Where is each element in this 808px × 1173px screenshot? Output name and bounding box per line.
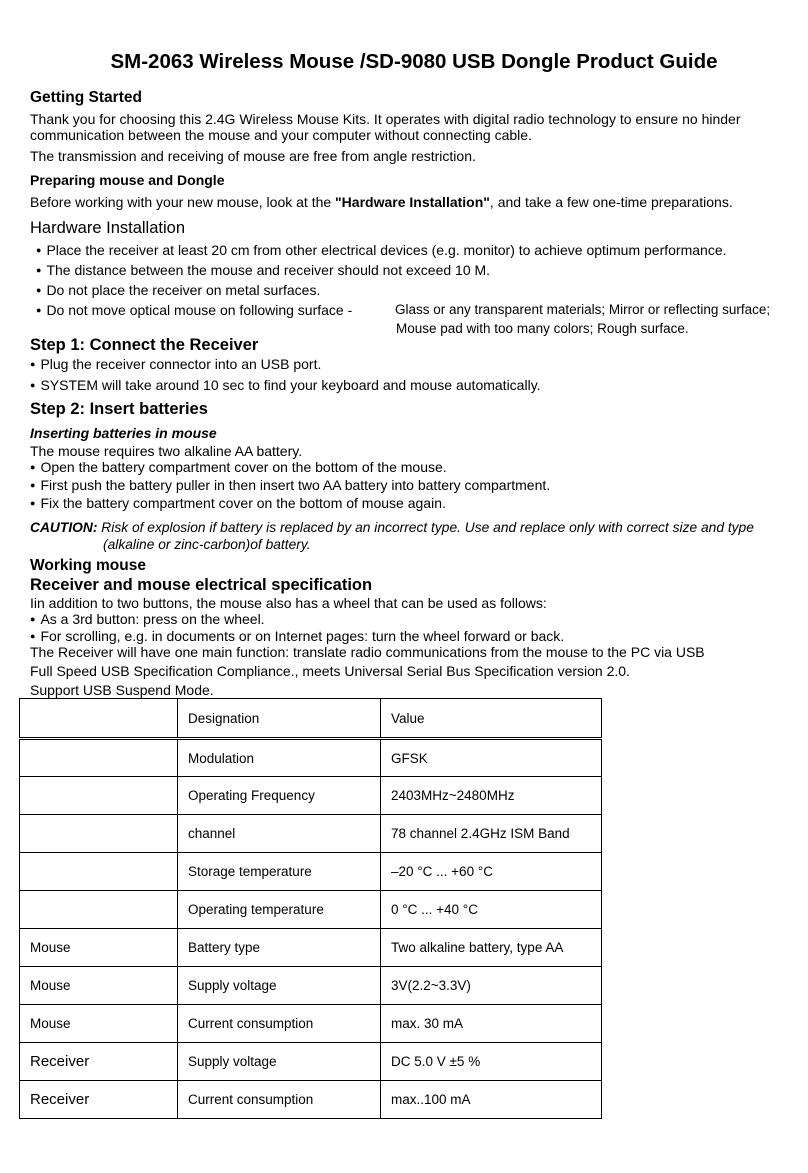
table-cell-designation: Modulation xyxy=(178,739,381,777)
preparing-text-bold: "Hardware Installation" xyxy=(335,194,490,210)
table-cell-designation: Storage temperature xyxy=(178,853,381,891)
step2-subheading: Inserting batteries in mouse xyxy=(30,425,217,441)
hardware-item: ● Place the receiver at least 20 cm from other electrical devices (e.g. monitor) to achieve optimum performance. xyxy=(36,242,727,258)
table-cell-designation: Battery type xyxy=(178,929,381,967)
table-header-cell: Designation xyxy=(178,699,381,739)
table-row xyxy=(20,853,602,891)
table-row xyxy=(20,777,602,815)
step2-item: ● Open the battery compartment cover on the bottom of the mouse. xyxy=(30,459,447,475)
working-line3: Support USB Suspend Mode. xyxy=(30,682,214,698)
table-cell-group: Mouse xyxy=(20,967,178,1005)
caution-line2: (alkaline or zinc-carbon)of battery. xyxy=(103,537,311,552)
table-cell-group: Receiver xyxy=(20,1043,178,1081)
table-cell-designation: channel xyxy=(178,815,381,853)
surface-list-line2: Mouse pad with too many colors; Rough surface. xyxy=(396,321,689,336)
getting-started-text-2: The transmission and receiving of mouse are free from angle restriction. xyxy=(30,148,476,164)
table-row xyxy=(20,929,602,967)
working-heading: Working mouse xyxy=(30,557,146,574)
table-cell-value: 0 °C ... +40 °C xyxy=(381,891,602,929)
table-header-cell: Value xyxy=(381,699,602,739)
preparing-text-before: Before working with your new mouse, look at the xyxy=(30,194,336,210)
table-row xyxy=(20,891,602,929)
step1-item: ● SYSTEM will take around 10 sec to find your keyboard and mouse automatically. xyxy=(30,377,541,393)
step2-heading: Step 2: Insert batteries xyxy=(30,400,208,418)
table-cell-group: Mouse xyxy=(20,1005,178,1043)
surface-list-line1: Glass or any transparent materials; Mirror or reflecting surface; xyxy=(395,302,771,317)
table-cell-value: DC 5.0 V ±5 % xyxy=(381,1043,602,1081)
working-line2: Full Speed USB Specification Compliance., meets Universal Serial Bus Specification version 2.0. xyxy=(30,663,630,679)
table-cell-group xyxy=(20,739,178,777)
table-cell-group xyxy=(20,891,178,929)
working-item: ● For scrolling, e.g. in documents or on Internet pages: turn the wheel forward or back. xyxy=(30,628,564,644)
table-cell-group: Receiver xyxy=(20,1081,178,1119)
table-cell-value: 2403MHz~2480MHz xyxy=(381,777,602,815)
hardware-item: ● The distance between the mouse and receiver should not exceed 10 M. xyxy=(36,262,490,278)
preparing-text-after: , and take a few one-time preparations. xyxy=(489,194,733,210)
caution-line1: Risk of explosion if battery is replaced by an incorrect type. Use and replace only with correct size and type xyxy=(101,520,754,535)
step1-heading: Step 1: Connect the Receiver xyxy=(30,336,259,354)
hardware-heading: Hardware Installation xyxy=(30,219,185,237)
table-header-cell xyxy=(20,699,178,739)
working-intro: Iin addition to two buttons, the mouse also has a wheel that can be used as follows: xyxy=(30,595,547,611)
spec-table xyxy=(19,698,602,1119)
table-row xyxy=(20,815,602,853)
table-cell-designation: Operating temperature xyxy=(178,891,381,929)
step2-item: ● First push the battery puller in then insert two AA battery into battery compartment. xyxy=(30,477,550,493)
table-cell-value: max. 30 mA xyxy=(381,1005,602,1043)
hardware-item: ● Do not move optical mouse on following surface - xyxy=(36,302,352,318)
hardware-item: ● Do not place the receiver on metal surfaces. xyxy=(36,282,320,298)
preparing-heading: Preparing mouse and Dongle xyxy=(30,172,225,188)
table-cell-value: max..100 mA xyxy=(381,1081,602,1119)
table-row xyxy=(20,739,602,777)
table-row xyxy=(20,967,602,1005)
step1-item: ● Plug the receiver connector into an USB port. xyxy=(30,356,321,372)
table-cell-designation: Supply voltage xyxy=(178,967,381,1005)
step2-intro: The mouse requires two alkaline AA battery. xyxy=(30,443,303,459)
table-header-row xyxy=(20,699,602,739)
working-item: ● As a 3rd button: press on the wheel. xyxy=(30,611,265,627)
table-cell-value: GFSK xyxy=(381,739,602,777)
step2-item: ● Fix the battery compartment cover on the bottom of mouse again. xyxy=(30,495,446,511)
table-cell-group xyxy=(20,815,178,853)
table-row xyxy=(20,1081,602,1119)
caution-label: CAUTION: xyxy=(30,520,98,535)
table-cell-value: 78 channel 2.4GHz ISM Band xyxy=(381,815,602,853)
table-cell-group xyxy=(20,853,178,891)
preparing-text xyxy=(30,194,733,210)
working-line1: The Receiver will have one main function: translate radio communications from the mouse to the PC via USB xyxy=(30,644,705,660)
table-cell-value: 3V(2.2~3.3V) xyxy=(381,967,602,1005)
caution-text xyxy=(30,520,754,535)
table-cell-designation: Supply voltage xyxy=(178,1043,381,1081)
page-title: SM-2063 Wireless Mouse /SD-9080 USB Dongle Product Guide xyxy=(110,50,718,73)
getting-started-text-line2: communication between the mouse and your computer without connecting cable. xyxy=(30,127,532,143)
table-cell-designation: Operating Frequency xyxy=(178,777,381,815)
table-cell-value: –20 °C ... +60 °C xyxy=(381,853,602,891)
getting-started-text-line1: Thank you for choosing this 2.4G Wireless Mouse Kits. It operates with digital radio technology to ensure no hinder xyxy=(30,111,741,127)
getting-started-heading: Getting Started xyxy=(30,89,142,106)
table-cell-designation: Current consumption xyxy=(178,1005,381,1043)
table-row xyxy=(20,1043,602,1081)
table-cell-group: Mouse xyxy=(20,929,178,967)
table-cell-designation: Current consumption xyxy=(178,1081,381,1119)
spec-heading: Receiver and mouse electrical specification xyxy=(30,576,373,594)
table-cell-value: Two alkaline battery, type AA xyxy=(381,929,602,967)
table-cell-group xyxy=(20,777,178,815)
table-row xyxy=(20,1005,602,1043)
